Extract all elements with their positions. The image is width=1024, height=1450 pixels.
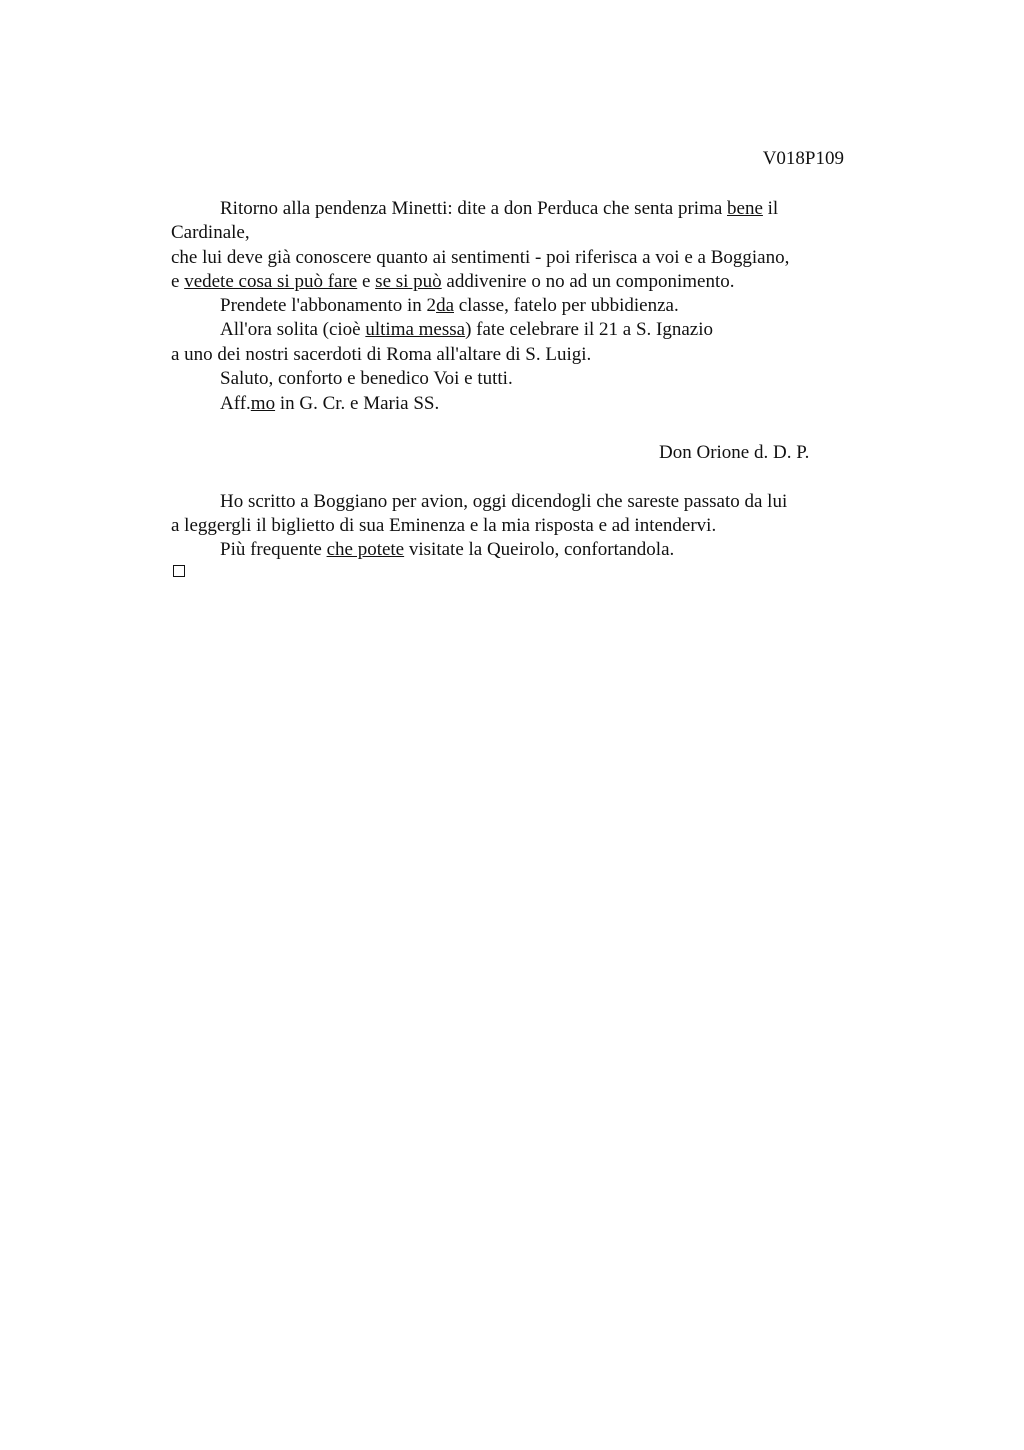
text-line: All'ora solita (cioè ultima messa) fate celebrare il 21 a S. Ignazio — [220, 319, 714, 340]
text-line: e vedete cosa si può fare e se si può addivenire o no ad un componimento. — [171, 271, 735, 292]
underlined-text: se si può — [375, 271, 442, 292]
text-line: Ho scritto a Boggiano per avion, oggi dicendogli che sareste passato da lui — [220, 491, 788, 512]
signature: Don Orione d. D. P. — [659, 442, 810, 463]
text-line: che lui deve già conoscere quanto ai sentimenti - poi riferisca a voi e a Boggiano, — [171, 247, 790, 268]
document-reference: V018P109 — [762, 148, 844, 169]
text-line: a leggergli il biglietto di sua Eminenza e la mia risposta e ad intendervi. — [171, 515, 717, 536]
underlined-text: bene — [727, 198, 763, 219]
underlined-text: che potete — [326, 539, 405, 560]
text-line: Aff.mo in G. Cr. e Maria SS. — [220, 393, 440, 414]
text-line: a uno dei nostri sacerdoti di Roma all'altare di S. Luigi. — [171, 344, 592, 365]
checkbox-square-icon — [173, 565, 185, 577]
text-line: Saluto, conforto e benedico Voi e tutti. — [220, 368, 513, 389]
text-line: Prendete l'abbonamento in 2da classe, fatelo per ubbidienza. — [220, 295, 679, 316]
underlined-text: vedete cosa si può fare — [184, 271, 358, 292]
underlined-text: mo — [250, 393, 276, 414]
text-line: Cardinale, — [171, 222, 250, 243]
text-line: Più frequente che potete visitate la Queirolo, confortandola. — [220, 539, 675, 560]
underlined-text: ultima messa — [365, 319, 466, 340]
text-line: Ritorno alla pendenza Minetti: dite a don Perduca che senta prima bene il — [220, 198, 779, 219]
underlined-text: da — [436, 295, 454, 316]
